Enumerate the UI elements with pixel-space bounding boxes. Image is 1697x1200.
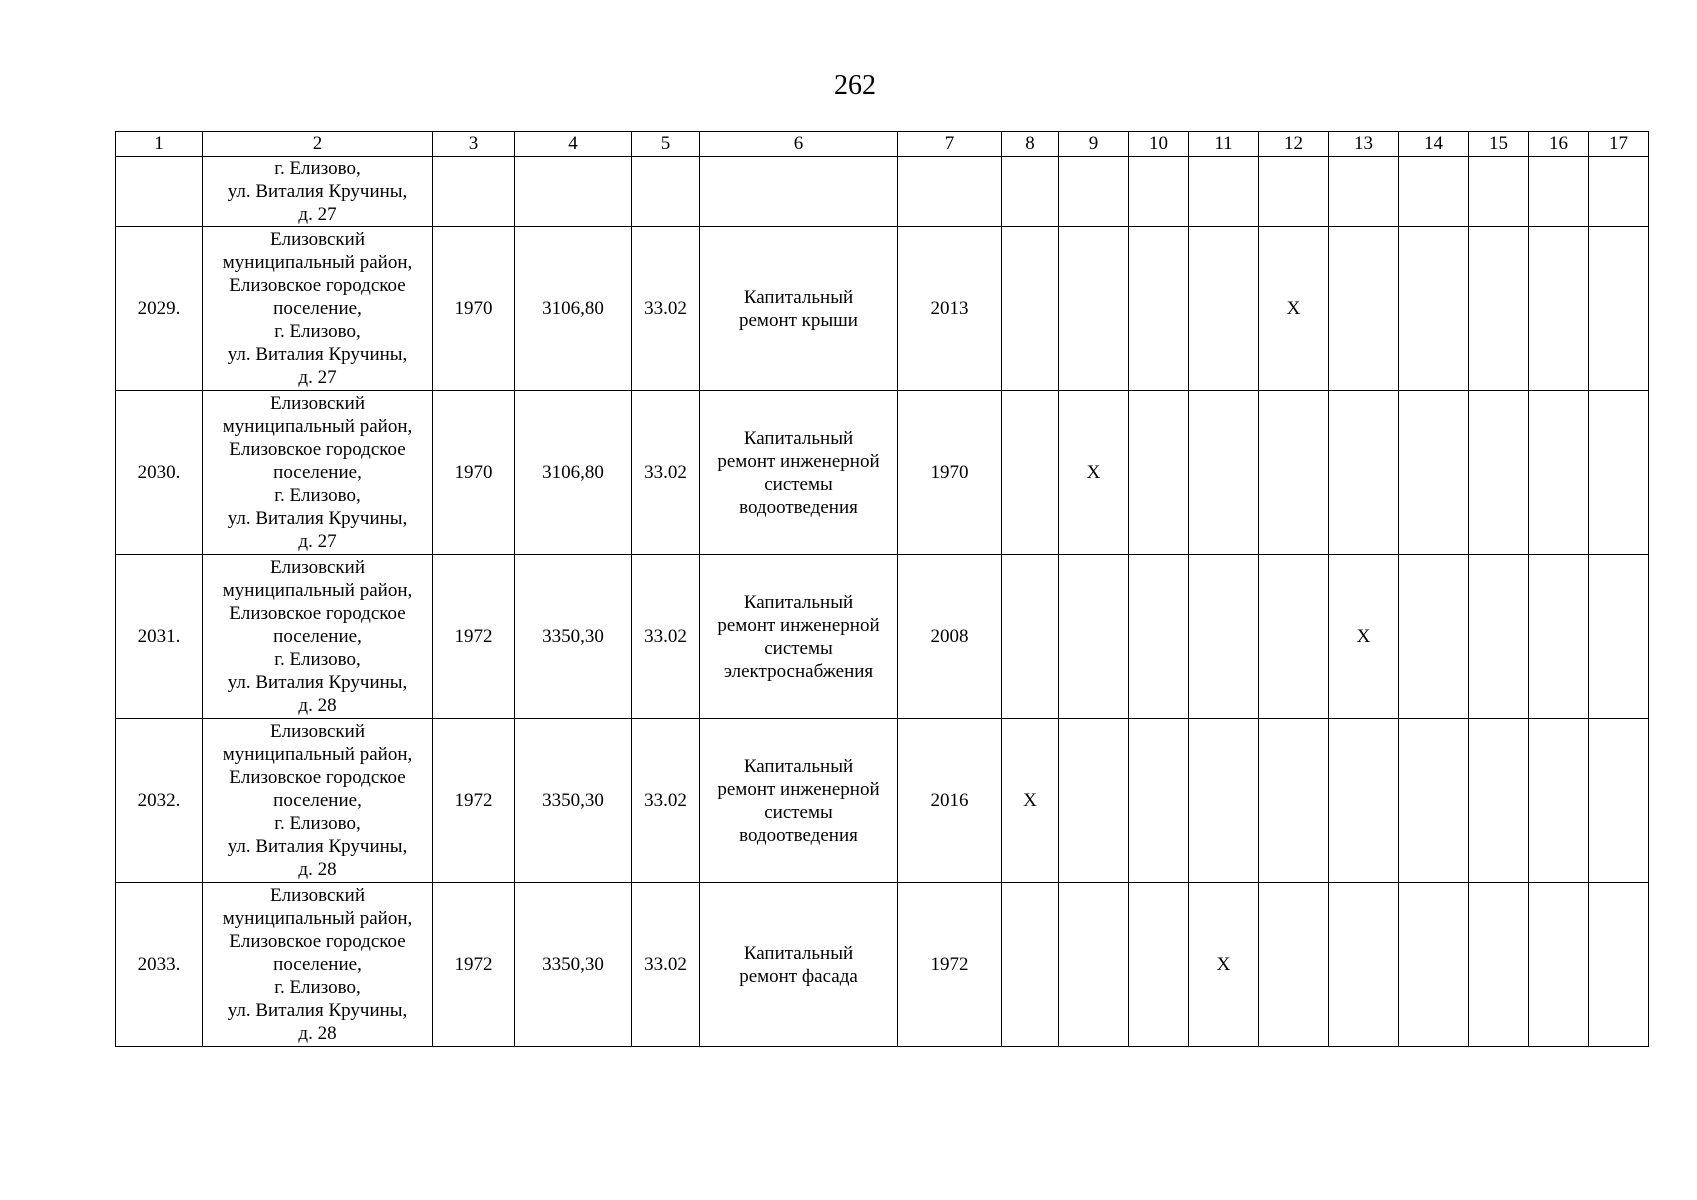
addr-line: муниципальный район, xyxy=(222,580,413,601)
empty-cell xyxy=(1189,157,1259,227)
mark-cell xyxy=(1189,391,1259,555)
empty-cell xyxy=(116,157,203,227)
code: 33.02 xyxy=(632,391,700,555)
work-line: ремонт крыши xyxy=(739,309,858,331)
addr-line: поселение, xyxy=(273,626,362,647)
mark-cell xyxy=(1329,391,1399,555)
mark-cell xyxy=(1059,555,1129,719)
column-number: 14 xyxy=(1399,132,1469,157)
address-cell xyxy=(203,157,433,227)
mark-cell xyxy=(1129,719,1189,883)
work-line: Капитальный xyxy=(743,942,854,964)
work-line: ремонт инженерной xyxy=(717,614,880,636)
work-line: системы xyxy=(764,473,833,495)
addr-line: ул. Виталия Кручины, xyxy=(227,836,408,857)
addr-line: Елизовский xyxy=(269,557,365,578)
total-area: 3350,30 xyxy=(515,883,632,1047)
addr-line: поселение, xyxy=(273,298,362,319)
addr-line: д. 28 xyxy=(298,1023,337,1044)
column-number: 11 xyxy=(1189,132,1259,157)
address-cell xyxy=(203,391,433,555)
column-number-row xyxy=(116,132,1649,157)
work-line: ремонт фасада xyxy=(739,965,858,987)
addr-line: д. 27 xyxy=(298,204,337,225)
table-row xyxy=(116,157,1649,227)
column-number: 1 xyxy=(116,132,203,157)
repair-year: 1972 xyxy=(898,883,1002,1047)
mark-cell xyxy=(1529,227,1589,391)
addr-line: Елизовский xyxy=(269,885,365,906)
addr-line: г. Елизово, xyxy=(274,649,361,670)
column-number: 9 xyxy=(1059,132,1129,157)
addr-line: д. 28 xyxy=(298,695,337,716)
work-line: водоотведения xyxy=(739,496,858,518)
empty-cell xyxy=(1059,157,1129,227)
addr-line: Елизовский xyxy=(269,721,365,742)
repair-year: 1970 xyxy=(898,391,1002,555)
empty-cell xyxy=(433,157,515,227)
empty-cell xyxy=(1329,157,1399,227)
column-number: 4 xyxy=(515,132,632,157)
column-number: 6 xyxy=(700,132,898,157)
mark-cell xyxy=(1529,391,1589,555)
work-type xyxy=(700,227,898,391)
mark-cell xyxy=(1589,391,1649,555)
mark-cell xyxy=(1589,227,1649,391)
mark-cell xyxy=(1129,555,1189,719)
addr-line: Елизовский xyxy=(269,229,365,250)
addr-line: ул. Виталия Кручины, xyxy=(227,344,408,365)
addr-line: д. 28 xyxy=(298,859,337,880)
repair-year: 2013 xyxy=(898,227,1002,391)
empty-cell xyxy=(1529,157,1589,227)
work-type xyxy=(700,391,898,555)
addr-line: г. Елизово, xyxy=(274,813,361,834)
addr-line: Елизовское городское xyxy=(229,931,406,952)
empty-cell xyxy=(515,157,632,227)
year-built: 1972 xyxy=(433,719,515,883)
mark-cell xyxy=(1002,555,1059,719)
mark-cell xyxy=(1329,883,1399,1047)
code: 33.02 xyxy=(632,719,700,883)
mark-cell xyxy=(1129,227,1189,391)
column-number: 17 xyxy=(1589,132,1649,157)
work-type xyxy=(700,555,898,719)
address-cell xyxy=(203,883,433,1047)
addr-line: муниципальный район, xyxy=(222,252,413,273)
mark-cell xyxy=(1399,391,1469,555)
mark-cell xyxy=(1469,391,1529,555)
table-row xyxy=(116,555,1649,719)
mark-cell xyxy=(1059,227,1129,391)
mark-cell xyxy=(1059,883,1129,1047)
mark-cell xyxy=(1189,227,1259,391)
mark-cell xyxy=(1399,883,1469,1047)
mark-cell xyxy=(1469,227,1529,391)
mark-cell xyxy=(1399,227,1469,391)
addr-line: Елизовское городское xyxy=(229,767,406,788)
row-number: 2033. xyxy=(116,883,203,1047)
addr-line: д. 27 xyxy=(298,531,337,552)
mark-cell: X xyxy=(1059,391,1129,555)
mark-cell xyxy=(1002,883,1059,1047)
column-number: 15 xyxy=(1469,132,1529,157)
year-built: 1970 xyxy=(433,227,515,391)
mark-cell xyxy=(1469,883,1529,1047)
code: 33.02 xyxy=(632,555,700,719)
row-number: 2032. xyxy=(116,719,203,883)
column-number: 12 xyxy=(1259,132,1329,157)
year-built: 1972 xyxy=(433,883,515,1047)
repair-schedule-table xyxy=(115,131,1649,1047)
mark-cell xyxy=(1529,719,1589,883)
mark-cell xyxy=(1529,883,1589,1047)
address-cell xyxy=(203,227,433,391)
work-line: ремонт инженерной xyxy=(717,450,880,472)
addr-line: ул. Виталия Кручины, xyxy=(227,508,408,529)
total-area: 3350,30 xyxy=(515,719,632,883)
repair-year: 2008 xyxy=(898,555,1002,719)
column-number: 2 xyxy=(203,132,433,157)
column-number: 10 xyxy=(1129,132,1189,157)
empty-cell xyxy=(1469,157,1529,227)
work-line: ремонт инженерной xyxy=(717,778,880,800)
year-built: 1972 xyxy=(433,555,515,719)
table-row xyxy=(116,883,1649,1047)
empty-cell xyxy=(1589,157,1649,227)
addr-line: Елизовский xyxy=(269,393,365,414)
column-number: 16 xyxy=(1529,132,1589,157)
mark-cell xyxy=(1469,555,1529,719)
column-number: 13 xyxy=(1329,132,1399,157)
addr-line: поселение, xyxy=(273,790,362,811)
work-line: Капитальный xyxy=(743,286,854,308)
total-area: 3106,80 xyxy=(515,227,632,391)
work-line: системы xyxy=(764,637,833,659)
addr-line: Елизовское городское xyxy=(229,603,406,624)
work-line: Капитальный xyxy=(743,591,854,613)
mark-cell xyxy=(1469,719,1529,883)
addr-line: муниципальный район, xyxy=(222,744,413,765)
work-line: Капитальный xyxy=(743,755,854,777)
table-row xyxy=(116,391,1649,555)
addr-line: Елизовское городское xyxy=(229,439,406,460)
column-number: 7 xyxy=(898,132,1002,157)
column-number: 8 xyxy=(1002,132,1059,157)
total-area: 3106,80 xyxy=(515,391,632,555)
mark-cell xyxy=(1259,883,1329,1047)
address-cell xyxy=(203,555,433,719)
mark-cell xyxy=(1129,883,1189,1047)
mark-cell xyxy=(1129,391,1189,555)
empty-cell xyxy=(1129,157,1189,227)
row-number: 2030. xyxy=(116,391,203,555)
code: 33.02 xyxy=(632,883,700,1047)
mark-cell: X xyxy=(1329,555,1399,719)
mark-cell xyxy=(1189,719,1259,883)
addr-line: Елизовское городское xyxy=(229,275,406,296)
address-cell xyxy=(203,719,433,883)
column-number: 5 xyxy=(632,132,700,157)
addr-line: г. Елизово, xyxy=(274,158,361,179)
mark-cell xyxy=(1399,719,1469,883)
mark-cell xyxy=(1259,391,1329,555)
addr-line: ул. Виталия Кручины, xyxy=(227,1000,408,1021)
mark-cell xyxy=(1002,227,1059,391)
work-line: системы xyxy=(764,801,833,823)
addr-line: ул. Виталия Кручины, xyxy=(227,181,408,202)
addr-line: поселение, xyxy=(273,462,362,483)
mark-cell xyxy=(1329,227,1399,391)
total-area: 3350,30 xyxy=(515,555,632,719)
addr-line: д. 27 xyxy=(298,367,337,388)
addr-line: ул. Виталия Кручины, xyxy=(227,672,408,693)
empty-cell xyxy=(700,157,898,227)
empty-cell xyxy=(1259,157,1329,227)
code: 33.02 xyxy=(632,227,700,391)
work-type xyxy=(700,719,898,883)
row-number: 2031. xyxy=(116,555,203,719)
mark-cell xyxy=(1002,391,1059,555)
mark-cell xyxy=(1259,719,1329,883)
table-row xyxy=(116,719,1649,883)
addr-line: г. Елизово, xyxy=(274,977,361,998)
mark-cell xyxy=(1529,555,1589,719)
page-number: 262 xyxy=(834,70,876,101)
mark-cell: X xyxy=(1189,883,1259,1047)
mark-cell xyxy=(1059,719,1129,883)
mark-cell xyxy=(1259,555,1329,719)
empty-cell xyxy=(632,157,700,227)
mark-cell: X xyxy=(1002,719,1059,883)
mark-cell xyxy=(1589,719,1649,883)
addr-line: г. Елизово, xyxy=(274,321,361,342)
mark-cell xyxy=(1589,883,1649,1047)
mark-cell xyxy=(1399,555,1469,719)
work-line: водоотведения xyxy=(739,824,858,846)
work-line: Капитальный xyxy=(743,427,854,449)
row-number: 2029. xyxy=(116,227,203,391)
addr-line: муниципальный район, xyxy=(222,908,413,929)
repair-year: 2016 xyxy=(898,719,1002,883)
addr-line: муниципальный район, xyxy=(222,416,413,437)
table-row xyxy=(116,227,1649,391)
empty-cell xyxy=(1399,157,1469,227)
work-type xyxy=(700,883,898,1047)
mark-cell xyxy=(1189,555,1259,719)
column-number: 3 xyxy=(433,132,515,157)
addr-line: поселение, xyxy=(273,954,362,975)
mark-cell xyxy=(1329,719,1399,883)
work-line: электроснабжения xyxy=(723,660,874,682)
year-built: 1970 xyxy=(433,391,515,555)
mark-cell: X xyxy=(1259,227,1329,391)
mark-cell xyxy=(1589,555,1649,719)
empty-cell xyxy=(1002,157,1059,227)
addr-line: г. Елизово, xyxy=(274,485,361,506)
empty-cell xyxy=(898,157,1002,227)
